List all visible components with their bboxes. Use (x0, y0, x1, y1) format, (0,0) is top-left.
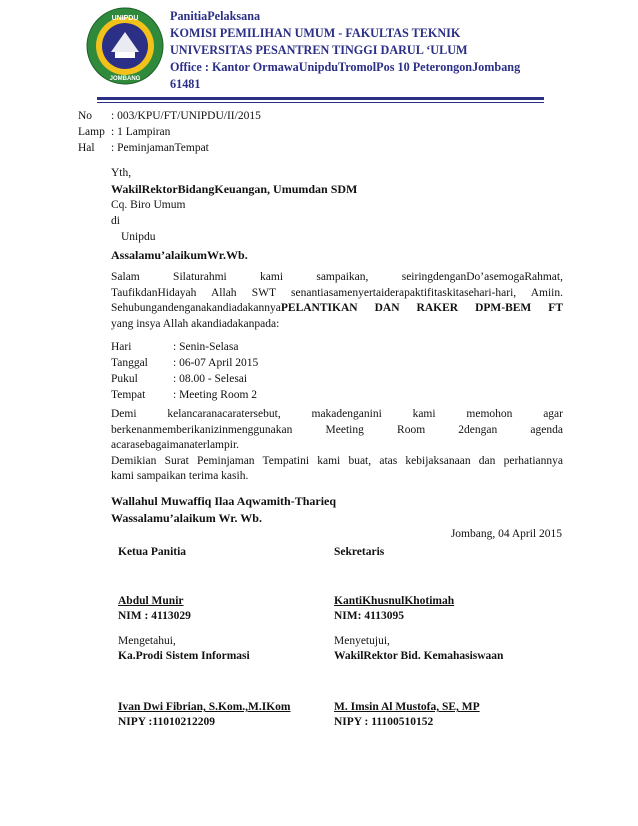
detail-row: Hari : Senin-Selasa (111, 341, 239, 353)
role-ketua: Ketua Panitia (118, 546, 187, 558)
greeting: Assalamu’alaikumWr.Wb. (111, 248, 248, 262)
letter-date: Jombang, 04 April 2015 (450, 528, 562, 540)
approval-kaprodi: Mengetahui, Ka.Prodi Sistem Informasi (118, 635, 250, 662)
recipient-di: di (111, 215, 120, 227)
event-name: PELANTIKAN DAN RAKER DPM-BEM FT (280, 302, 563, 314)
event-details (111, 339, 563, 403)
signature-wakilrektor: M. Imsin Al Mustofa, SE, MP NIPY : 11100510152 (334, 701, 480, 728)
header-rule-thick (97, 97, 544, 100)
committee-name: PanitiaPelaksana (170, 9, 261, 23)
logo-text-bottom: JOMBANG (109, 76, 141, 82)
letterhead-line-2: UNIVERSITAS PESANTREN TINGGI DARUL ‘ULUM (170, 43, 468, 57)
meta-row-no: No : 003/KPU/FT/UNIPDU/II/2015 (78, 110, 261, 122)
letterhead (170, 8, 590, 93)
signature-ketua: Abdul Munir NIM : 4113029 (118, 595, 191, 622)
logo-text-top: UNIPDU (111, 15, 139, 22)
recipient-name: WakilRektorBidangKeuangan, Umumdan SDM (111, 182, 358, 196)
letterhead-line-3: Office : Kantor OrmawaUnipduTromolPos 10 PeterongonJombang (170, 60, 521, 74)
closing: Wallahul Muwaffiq Ilaa Aqwamith-Tharieq Wassalamu’alaikum Wr. Wb. (111, 494, 337, 525)
unipdu-logo (85, 6, 165, 86)
role-sekretaris: Sekretaris (334, 546, 385, 558)
letterhead-line-4: 61481 (170, 77, 201, 91)
recipient-place: Unipdu (121, 231, 156, 243)
meta-row-hal: Hal : PeminjamanTempat (78, 142, 209, 154)
detail-row: Pukul : 08.00 - Selesai (111, 373, 248, 385)
recipient-cq: Cq. Biro Umum (111, 199, 186, 211)
detail-row: Tanggal : 06-07 April 2015 (111, 357, 259, 369)
paragraph-request: Demi kelancaranacaratersebut, makadenganini kami memohon agar berkenanmemberikanizinmenggunakan Meeting Room 2dengan agenda acarasebagaimanaterlampir. Demikian Surat Peminjaman Tempatini kami buat, atas kebijaksanaan dan perhatiannya kami sampaikan terima kasih. (111, 408, 563, 482)
approval-wakilrektor: Menyetujui, WakilRektor Bid. Kemahasiswaan (334, 635, 504, 662)
detail-row: Tempat : Meeting Room 2 (111, 389, 258, 401)
letterhead-line-1: KOMISI PEMILIHAN UMUM - FAKULTAS TEKNIK (170, 26, 461, 40)
signature-sekretaris: KantiKhusnulKhotimah NIM: 4113095 (334, 595, 455, 622)
letter-meta (78, 108, 261, 156)
recipient (111, 165, 563, 245)
recipient-salutation: Yth, (111, 167, 132, 179)
header-rule-thin (97, 102, 544, 103)
meta-row-lamp: Lamp : 1 Lampiran (78, 126, 171, 138)
paragraph-intro: Salam Silaturahmi kami sampaikan, seiringdenganDo’asemogaRahmat, TaufikdanHidayah Allah SWT senantiasamenyertaiderapaktifitaskitasehari-hari, Amiin. SehubungandenganakandiadakannyaPELANTIKAN DAN RAKER DPM-BEM FT yang insya Allah akandiadakanpada: (111, 271, 563, 330)
signature-kaprodi: Ivan Dwi Fibrian, S.Kom.,M.IKom NIPY :11010212209 (118, 701, 291, 728)
